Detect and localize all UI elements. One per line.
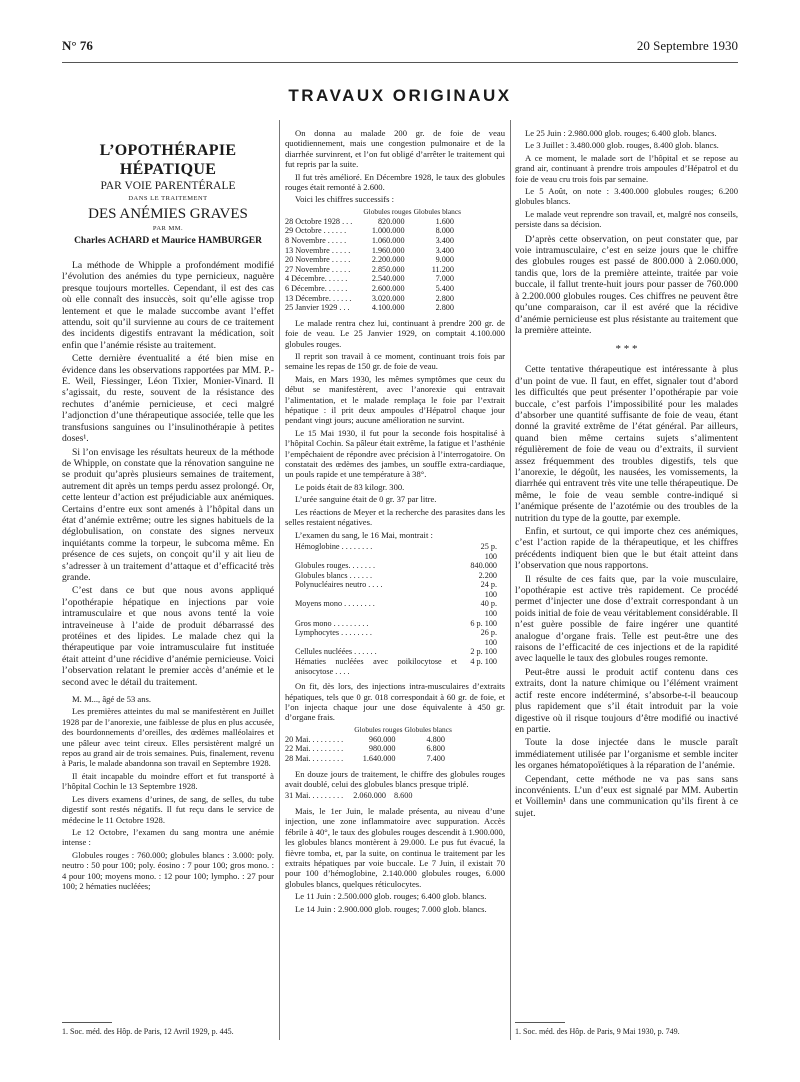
table-row [285, 284, 462, 294]
table-cell: 980.000 [368, 744, 396, 754]
table-cell: 2.800 [435, 303, 454, 313]
table-row [295, 542, 505, 561]
table-cell: Globules blancs . . . . . . [295, 570, 373, 580]
table-cell: 5.400 [435, 284, 454, 293]
table-row [285, 294, 462, 304]
blood-count-table-1 [285, 207, 462, 313]
table-cell: 13 Décembre. . . . . . [285, 293, 352, 303]
paragraph: La méthode de Whipple a profondément modifié l’évolution des anémies du type pernicieux, naguère presque toujours mortelles. Cependant, il est des cas où elle connaît des insuccès, soit qu’elle agisse trop lentement et que le malade succombe avant l’effet attendu, soit qu’il survienne au cours de ce traitement des incidents digestifs entravant la médication, soit enfin que l’anémie résiste au traitement. [62, 260, 274, 351]
observation-text: M. M..., âgé de 53 ans. [72, 694, 152, 705]
table-cell: 2 p. 100 [470, 647, 497, 657]
footnote: 1. Soc. méd. des Hôp. de Paris, 12 Avril 1929, p. 445. [62, 1027, 234, 1036]
table-row [285, 303, 462, 313]
blood-exam-table [295, 542, 505, 676]
column-divider [279, 120, 280, 1040]
authors: Charles ACHARD et Maurice HAMBURGER [74, 236, 262, 246]
column-header: Globules rouges [363, 206, 412, 216]
paragraph: Cette tentative thérapeutique est intéressante à plus d’un point de vue. Il faut, en effet, signaler tout d’abord les difficultés que peut présenter l’opothérapie par voie buccale, c’est parfois l’impossibilité pour les malades d’absorber une quantité suffisante de foie de veau, étant donné la gravité extrême de l’état général. Par ailleurs, quand bien même certains sujets s’alimentent régulièrement de foie de veau ou d’extraits, il survient assez fréquemment des troubles digestifs, tels que l’anorexie, le dégoût, les nausées, les vomissements, la diarrhée qui entravent très vite une telle thérapeutique. De même, le foie de veau semble contre-indiqué si l’anémique présente de l’azotémie ou des troubles de la nutrition du type de la goutte, par exemple. [515, 364, 738, 524]
column-2 [285, 128, 505, 916]
table-cell: 25 p. 100 [480, 541, 497, 561]
table-cell: Gros mono . . . . . . . . . [295, 618, 369, 628]
article-title-2: DES ANÉMIES GRAVES [88, 206, 248, 222]
column-3 [515, 128, 738, 821]
table-cell: 11.200 [431, 264, 454, 274]
table-cell: 27 Novembre . . . . . [285, 264, 351, 274]
section-title: TRAVAUX ORIGINAUX [288, 86, 512, 105]
observation-text: Les premières atteintes du mal se manifestèrent en Juillet 1928 par de l’anorexie, une faiblesse de plus en plus accusée, des bourdonnements d’oreilles, des œdèmes malléolaires et une pâleur avec teint cireux. Elles persistèrent malgré un repos au grand air de trois semaines. Puis, finalement, revenu à Paris, le malade abandonna son travail en Septembre 1928. [62, 706, 274, 769]
paragraph: Cette dernière éventualité a été bien mise en évidence dans les observations rapportées par MM. P.-E. Weil, Fiessinger, Léon Tixier, Monier-Vinard. Il s’agissait, du reste, souvent de la résistance des rechutes d’anémie pernicieuse, et ceci malgré l’adjonction d’une thérapeutique associée, telle que les transfusions sanguines ou l’insulinothérapie à petites doses¹. [62, 353, 274, 445]
table-cell: 6.800 [426, 744, 445, 754]
table-cell: 4 Décembre. . . . . . [285, 274, 348, 284]
table-row [295, 571, 505, 581]
observation-text: L’urée sanguine était de 0 gr. 37 par litre. [295, 494, 437, 505]
table-cell: 29 Octobre . . . . . . [285, 226, 347, 236]
table-cell: 6 Décembre. . . . . . [285, 284, 348, 293]
table-cell: Polynucléaires neutro . . . . [295, 580, 383, 590]
table-cell: 3.400 [435, 245, 454, 255]
table-row [295, 561, 505, 571]
article-title: L’OPOTHÉRAPIE HÉPATIQUE [99, 142, 237, 178]
observation-text: Le 15 Mai 1930, il fut pour la seconde fois hospitalisé à l’hôpital Cochin. Sa pâleur était extrême, la fatigue et l’asthénie l’empêchaient de répondre avec précision à l’interrogatoire. On constatait des œdèmes des jambes, un souffle extra-cardiaque, un pouls rapide et une température à 38°. [285, 427, 505, 480]
observation-text: Le 5 Août, on note : 3.400.000 globules rouges; 6.200 globules blancs. [515, 186, 738, 207]
blood-count-table-3 [285, 791, 420, 801]
observation-text: Les réactions de Meyer et la recherche des parasites dans les selles restaient négatives. [285, 506, 505, 528]
table-cell: 2.540.000 [371, 274, 405, 284]
authors-prefix: PAR MM. [152, 225, 184, 232]
paragraph: Toute la dose injectée dans le muscle paraît immédiatement utilisée par l’organisme et semble inciter les organes hématopoïétiques à la réparation de l’anémie. [515, 737, 738, 772]
paragraph: Si l’on envisage les résultats heureux de la méthode de Whipple, on constate que la rénovation sanguine ne se produit qu’après plusieurs semaines de traitement, autrement dit après un temps perdu assez prolongé. Or, cette lenteur d’action est préjudiciable aux anémiques. Certains d’entre eux sont amenés à l’hôpital dans un état d’anémie extrême; outre les signes habituels de la déglobulisation, on constate des signes nerveux inquiétants comme la torpeur, le subcoma même. En présence de ces sujets, on conçoit qu’il y ait lieu de s’adresser à un traitement d’attaque et d’efficacité très grande. [62, 446, 274, 583]
table-cell: Globules rouges. . . . . . . [295, 561, 376, 571]
table-cell: Cellules nucléées . . . . . . [295, 647, 377, 657]
table-cell: 31 Mai. . . . . . . . . [285, 791, 344, 801]
article-subtitle-small: DANS LE TRAITEMENT [128, 195, 208, 202]
observation-text: Le 3 Juillet : 3.480.000 glob. rouges, 8.400 glob. blancs. [525, 140, 719, 151]
table-cell: 840.000 [470, 561, 497, 571]
table-row [285, 217, 462, 227]
table-row [295, 619, 505, 629]
table-cell: 2.600.000 [371, 284, 405, 293]
article-subtitle: PAR VOIE PARENTÉRALE [100, 180, 236, 192]
observation-text: L’examen du sang, le 16 Mai, montrait : [295, 529, 433, 540]
observation-text: On donna au malade 200 gr. de foie de veau quotidiennement, mais une congestion pulmonaire et de la diarrhée survinrent, et l’on fut obligé d’arrêter le traitement qui fut repris par la suite. [285, 128, 505, 170]
table-row [295, 657, 505, 676]
blood-count-table-2 [285, 725, 453, 764]
table-cell: 22 Mai. . . . . . . . . [285, 744, 344, 754]
table-cell: 820.000 [377, 216, 405, 226]
table-cell: 6 p. 100 [470, 618, 497, 628]
table-cell: 4.800 [426, 734, 445, 744]
table-row [285, 265, 462, 275]
table-cell: 2.200 [478, 570, 497, 580]
table-cell: 7.400 [426, 754, 445, 764]
paragraph: Peut-être aussi le produit actif contenu dans ces extraits, dont la nature chimique ou l’élément vraiment actif reste encore indéterminé, s’absorbe-t-il beaucoup plus rapidement que s’il était introduit par la voie digestive où il risque toujours d’être modifié ou inactivé en partie. [515, 666, 738, 735]
observation-text: A ce moment, le malade sort de l’hôpital et se repose au grand air, continuant à prendre trois ampoules d’Hépatrol et du foie de veau cru trois fois par semaine. [515, 152, 738, 184]
table-cell: 8.000 [435, 226, 454, 236]
table-cell: 2.850.000 [371, 264, 405, 274]
observation-text: Voici les chiffres successifs : [295, 194, 394, 205]
observation-text: Il reprit son travail à ce moment, continuant trois fois par semaine les repas de 150 gr. de foie de veau. [285, 351, 505, 372]
issue-date: 20 Septembre 1930 [636, 38, 738, 53]
table-row [285, 744, 453, 754]
footnote-rule [62, 1022, 112, 1023]
table-cell: Moyens mono . . . . . . . . [295, 599, 375, 609]
table-cell: Hématies nucléées avec poikilocytose et anisocytose . . . . [295, 657, 458, 676]
observation-text: Les divers examens d’urines, de sang, de selles, du tube digestif sont restés négatifs. Il fut reçu dans le service de médecine le 11 Octobre 1928. [62, 793, 274, 825]
table-cell: 9.000 [435, 255, 454, 265]
footnote-rule [515, 1022, 565, 1023]
observation-text: En douze jours de traitement, le chiffre des globules rouges avait doublé, celui des globules blancs presque triplé. [285, 768, 505, 790]
table-cell: 3.400 [435, 236, 454, 246]
observation-text: Globules rouges : 760.000; globules blancs : 3.000: poly. neutro : 50 pour 100; poly. éosino : 7 pour 100; gros mono. : 4 pour 100; moyens mono. : 12 pour 100; lympho. : 27 pour 100; 2 hématies nucléées; [62, 849, 274, 891]
paragraph: Il résulte de ces faits que, par la voie musculaire, l’opothérapie est active très rapidement. Ce procédé permet d’injecter une dose d’extrait correspondant à un poids initial de foie de veau véritablement considérable. Il n’est guère possible de faire ingérer une quantité analogue d’organe frais. Telle est peut-être une des raisons de l’efficacité de ces injections et de la rapidité avec laquelle le taux des globules rouges remonte. [515, 573, 738, 665]
table-cell: 1.640.000 [362, 754, 396, 764]
observation-text: Le 14 Juin : 2.900.000 glob. rouges; 7.000 glob. blancs. [295, 903, 487, 914]
column-header: Globules blancs [413, 206, 461, 216]
column-header: Globules blancs [404, 724, 452, 734]
table-row [285, 791, 420, 801]
table-cell: 8 Novembre . . . . . [285, 236, 347, 246]
observation-text: Il était incapable du moindre effort et fut transporté à l’hôpital Cochin le 13 Septembre 1928. [62, 770, 274, 792]
table-row [285, 735, 453, 745]
column-header: Globules rouges [354, 724, 403, 734]
observation-text: On fit, dès lors, des injections intra-musculaires d’extraits hépatiques, tels que 0 gr. 018 correspondait à 60 gr. de foie, et l’on injecta chaque jour une dose équivalente à 450 gr. d’organe frais. [285, 681, 505, 723]
observation-text: Le 11 Juin : 2.500.000 glob. rouges; 6.400 glob. blancs. [295, 891, 487, 902]
table-cell: 40 p. 100 [480, 599, 497, 619]
table-cell: 1.060.000 [371, 236, 405, 246]
table-cell: 1.960.000 [371, 245, 405, 255]
table-row [285, 274, 462, 284]
table-cell: 28 Mai. . . . . . . . . [285, 754, 344, 764]
table-cell: 960.000 [368, 734, 396, 744]
paragraph: Cependant, cette méthode ne va pas sans sans inconvénients. L’un d’eux est signalé par MM. Aubertin et Voillemin¹ dans une communication qu’ils firent à ce sujet. [515, 773, 738, 819]
table-cell: 24 p. 100 [480, 580, 497, 599]
table-row [285, 246, 462, 256]
paragraph: Enfin, et surtout, ce qui importe chez ces anémiques, c’est l’action rapide de la thérapeutique, et les chiffres précédents indiquent bien que le but était atteint dans l’observation que nous rapportons. [515, 526, 738, 572]
table-cell: 4.100.000 [371, 303, 405, 313]
observation-text: Mais, le 1er Juin, le malade présenta, au niveau d’une injection, une zone inflammatoire avec suppuration. Accès fébrile à 40°, le taux des globules rouges descendit à 1.900.000, les globules blancs montèrent à 29.000. Le pus fut évacué, la fièvre tomba, et, par la suite, on continua le traitement par les extraits hépatiques par voie buccale. Le 7 Juin, il existait 70 pour 100 d’hémoglobine, 2.140.000 globules rouges, 6.000 globules blancs, quelques réticulocytes. [285, 806, 505, 889]
table-cell: 2.060.000 [353, 791, 386, 801]
table-cell: 4 p. 100 [470, 657, 497, 667]
observation-text: Le poids était de 83 kilogr. 300. [295, 481, 405, 492]
observation-text: Le 25 Juin : 2.980.000 glob. rouges; 6.400 glob. blancs. [525, 128, 717, 138]
table-row [285, 754, 453, 764]
table-cell: 2.800 [435, 293, 454, 303]
asterism: * * * [615, 343, 638, 356]
column-divider [510, 120, 511, 1040]
table-cell: 25 Janvier 1929 . . . [285, 303, 350, 313]
table-row [285, 255, 462, 265]
table-cell: 8.600 [393, 791, 413, 801]
observation-text: Le 12 Octobre, l’examen du sang montra une anémie intense : [62, 826, 274, 848]
table-row [295, 599, 505, 618]
table-cell: 1.000.000 [371, 226, 405, 236]
table-cell: Lymphocytes . . . . . . . . [295, 628, 372, 638]
table-cell: Hémoglobine . . . . . . . . [295, 541, 373, 551]
observation-text: Le malade rentra chez lui, continuant à prendre 200 gr. de foie de veau. Le 25 Janvier 1929, on comptait 4.100.000 globules rouges. [285, 317, 505, 349]
table-cell: 13 Novembre . . . . . [285, 245, 351, 255]
table-row [295, 628, 505, 647]
table-row [295, 580, 505, 599]
table-cell: 20 Mai. . . . . . . . . [285, 734, 344, 744]
page-header [62, 38, 738, 56]
table-cell: 2.200.000 [371, 255, 405, 265]
observation-text: Mais, en Mars 1930, les mêmes symptômes que ceux du début se manifestèrent, avec l’anorexie qui entravait l’alimentation, et le malade remplaça le foie par l’extrait hépatique : il prit deux ampoules d’Hépatrol chaque jour pendant vingt jours; aucune amélioration ne survint. [285, 373, 505, 426]
footnote: 1. Soc. méd. des Hôp. de Paris, 9 Mai 1930, p. 749. [515, 1027, 680, 1036]
column-1 [62, 135, 274, 893]
table-cell: 26 p. 100 [480, 628, 497, 647]
table-row [285, 236, 462, 246]
table-row [295, 647, 505, 657]
paragraph: D’après cette observation, on peut constater que, par voie intramusculaire, c’est en seize jours que le chiffre des globules rouges est passé de 800.000 à 2.060.000, tandis que, lors de la première atteinte, traitée par voie buccale, il fallut trente-huit jours pour passer de 760.000 à 2.200.000 globules rouges. Ces chiffres ne peuvent être qu’une comparaison, car il est avéré que la récidive d’anémie pernicieuse est plus résistante au traitement que la première atteinte. [515, 233, 738, 336]
table-row [285, 226, 462, 236]
paragraph: C’est dans ce but que nous avons appliqué l’opothérapie hépatique en injections par voie intramusculaire et que nous avons tenté la voie intraveineuse à l’aide de produit débarrassé des protéines et des lipides. Le malade chez qui la thérapeutique par voie intramusculaire fut instituée était atteint d’une récidive d’anémie pernicieuse. Voici l’observation relatant le premier accès d’anémie et le second avec le détail du traitement. [62, 585, 274, 688]
table-cell: 1.600 [435, 216, 454, 226]
header-rule [62, 62, 738, 63]
table-cell: 3.020.000 [371, 293, 405, 303]
table-cell: 7.000 [435, 274, 454, 284]
observation-text: Le malade veut reprendre son travail, et, malgré nos conseils, persiste dans sa décision. [515, 208, 738, 230]
table-cell: 28 Octobre 1928 . . . [285, 216, 353, 226]
observation-text: Il fut très amélioré. En Décembre 1928, le taux des globules rouges était remonté à 2.600. [285, 171, 505, 193]
issue-number: N° 76 [62, 38, 93, 53]
table-cell: 20 Novembre . . . . . [285, 255, 351, 265]
